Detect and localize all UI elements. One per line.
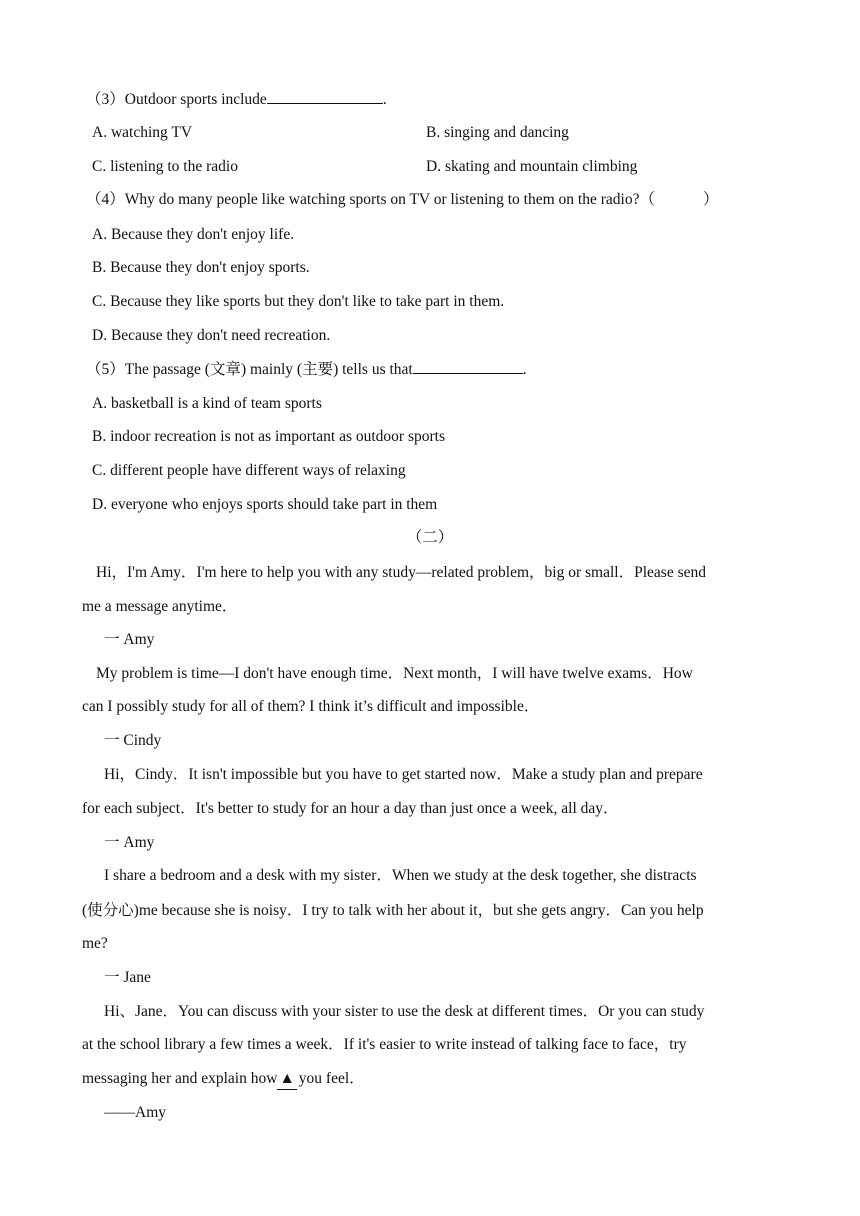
question-3-stem xyxy=(86,89,387,110)
question-3-text: （3）Outdoor sports include xyxy=(86,91,267,108)
question-3-end: . xyxy=(382,91,387,108)
answer-blank xyxy=(267,89,383,104)
question-4-stem xyxy=(86,190,718,210)
passage-line: me? xyxy=(82,935,108,952)
passage-line: Hi，Cindy．It isn't impossible but you have to get started now．Make a study plan and prepare xyxy=(104,766,703,783)
triangle-blank-marker: ▲ xyxy=(277,1069,296,1090)
passage-line: I share a bedroom and a desk with my sister．When we study at the desk together, she distracts xyxy=(104,867,697,884)
signature-amy: 一 Amy xyxy=(104,631,155,648)
q3-option-a: A. watching TV xyxy=(92,124,193,141)
q3-option-b: B. singing and dancing xyxy=(426,124,569,141)
signature-cindy: 一 Cindy xyxy=(104,732,162,749)
question-4-close: ） xyxy=(702,191,719,208)
q4-option-c: C. Because they like sports but they don't like to take part in them. xyxy=(92,293,505,310)
passage-text: messaging her and explain how xyxy=(82,1070,278,1087)
passage-line: me a message anytime． xyxy=(82,598,238,615)
passage-line: My problem is time—I don't have enough time．Next month，I will have twelve exams．How xyxy=(96,665,693,682)
q4-option-a: A. Because they don't enjoy life. xyxy=(92,226,295,243)
passage-line: at the school library a few times a week．If it's easier to write instead of talking face to face，try xyxy=(82,1036,687,1053)
signature-amy: ——Amy xyxy=(104,1104,166,1121)
signature-jane: 一 Jane xyxy=(104,969,151,986)
question-5-end: . xyxy=(522,361,527,378)
q3-option-c: C. listening to the radio xyxy=(92,158,238,175)
q4-option-d: D. Because they don't need recreation. xyxy=(92,327,331,344)
q5-option-a: A. basketball is a kind of team sports xyxy=(92,395,322,412)
q5-option-b: B. indoor recreation is not as important as outdoor sports xyxy=(92,428,445,445)
passage-text: you feel． xyxy=(298,1070,365,1087)
q5-option-d: D. everyone who enjoys sports should take part in them xyxy=(92,496,438,513)
q3-option-d: D. skating and mountain climbing xyxy=(426,158,638,175)
signature-amy: 一 Amy xyxy=(104,834,155,851)
section-heading: （二） xyxy=(406,529,454,546)
passage-line: (使分心)me because she is noisy．I try to talk with her about it，but she gets angry．Can you help xyxy=(82,902,704,919)
question-4-text: （4）Why do many people like watching sports on TV or listening to them on the radio?（ xyxy=(86,191,655,208)
passage-line: for each subject．It's better to study for an hour a day than just once a week, all day． xyxy=(82,800,619,817)
question-5-text: （5）The passage (文章) mainly (主要) tells us that xyxy=(86,361,413,378)
q4-option-b: B. Because they don't enjoy sports. xyxy=(92,259,310,276)
q5-option-c: C. different people have different ways of relaxing xyxy=(92,462,406,479)
passage-line-with-blank xyxy=(82,1069,365,1090)
question-5-stem xyxy=(86,359,527,380)
passage-line: can I possibly study for all of them? I think it’s difficult and impossible． xyxy=(82,698,540,715)
passage-line: Hi、Jane．You can discuss with your sister to use the desk at different times．Or you can study xyxy=(104,1003,705,1020)
answer-blank xyxy=(413,359,523,374)
passage-line: Hi，I'm Amy．I'm here to help you with any study—related problem，big or small．Please send xyxy=(96,564,706,581)
